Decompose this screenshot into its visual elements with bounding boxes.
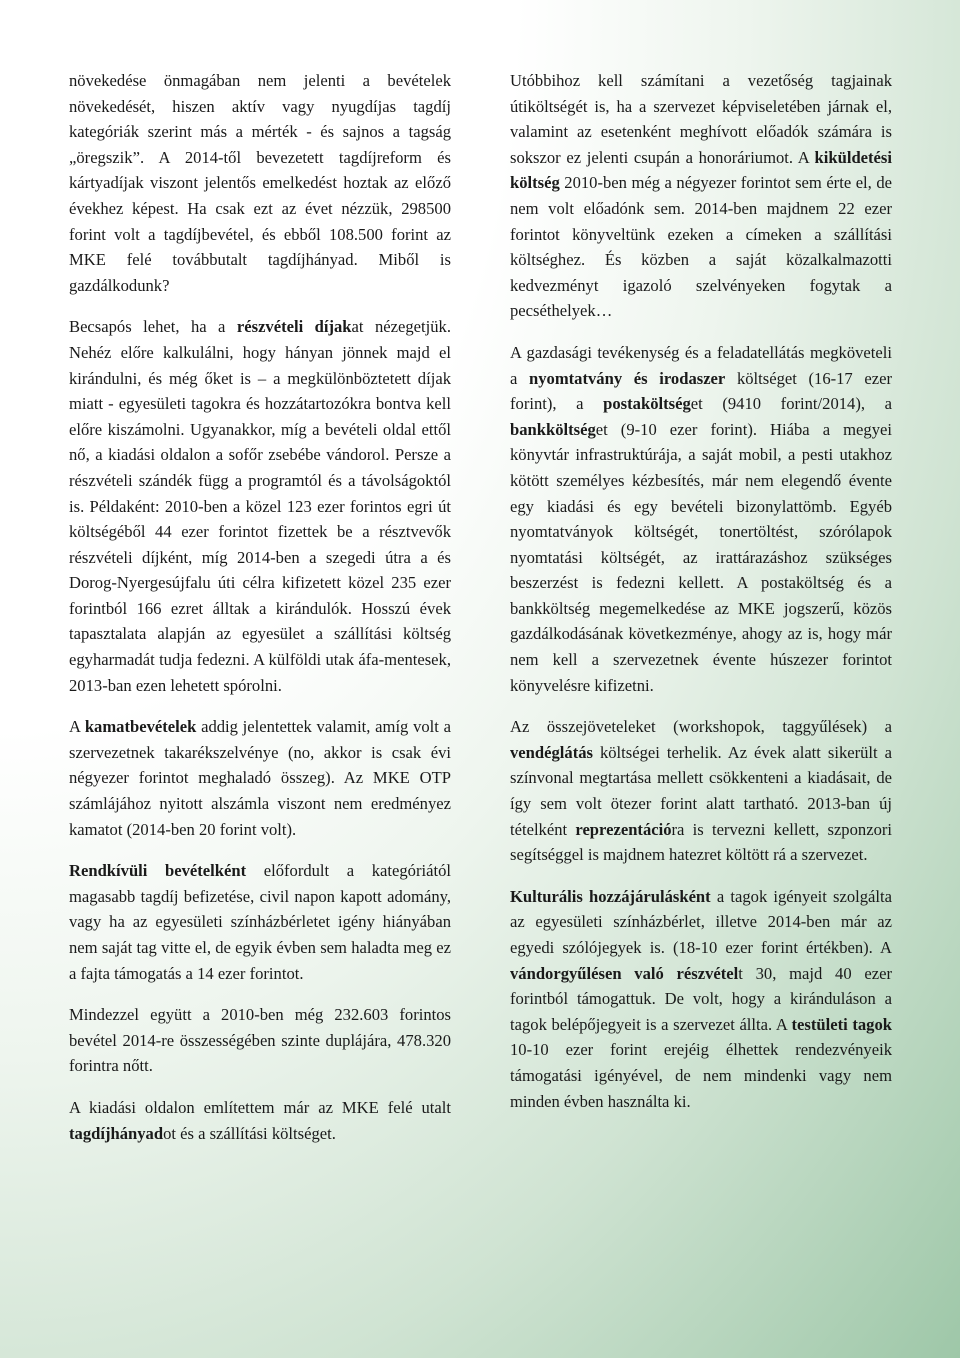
bold-term: reprezentáció: [575, 819, 672, 839]
bold-term: kiküldetési költség: [510, 147, 892, 193]
text-run: növekedése önmagában nem jelenti a bevételek növekedését, hiszen aktív vagy nyugdíjas tagdíj kategóriák szerint más a mérték - és sajnos a tagság „öregszik”. A 2014-től bevezetett tagdíjreform és kártyadíjak viszont jelentős emelkedést hoztak az előző évekhez képest. Ha csak ezt az évet nézzük, 298500 forint volt a tagdíjbevétel, és ebből 108.500 forint az MKE felé továbbutalt tagdíjhányad. Miből is gazdálkodunk?: [69, 71, 451, 295]
text-run: A gazdasági tevékenység és a feladatellátás megköveteli a: [510, 342, 892, 388]
paragraph: [69, 714, 451, 842]
bold-term: tagdíjhányad: [69, 1123, 164, 1143]
text-run: Mindezzel együtt a 2010-ben még 232.603 forintos bevétel 2014-re összességében szinte duplájára, 478.320 forintra nőtt.: [69, 1005, 451, 1076]
bold-term: postaköltség: [603, 394, 691, 414]
text-run: költséget (16-17 ezer forint), a: [510, 368, 892, 414]
text-run: t 30, majd 40 ezer forintból támogattuk. De volt, hogy a kiránduláson a tagok belépőjegyeit is a szervezet állta. A: [510, 963, 893, 1034]
paragraph: [69, 68, 451, 298]
paragraph: [510, 68, 892, 324]
text-run: at nézegetjük. Nehéz előre kalkulálni, hogy hányan jönnek majd el kirándulni, és még őket is – a megkülönböztetett díjak miatt - egyesületi tagokra és hozzátartozókra bontva kell előre kiszámolni. Ugyanakkor, míg a bevételi oldal ettől nő, a kiadási oldalon a sofőr zsebébe vándorol. Persze a részvételi szándék függ a programtól és a távolságoktól is. Példaként: 2010-ben a közel 123 ezer forintos egri út költségéből 44 ezer forintot fizettek be a résztvevők részvételi díjként, míg 2014-ben a szegedi útra a és Dorog-Nyergesújfalu úti célra kifizetett közel 235 ezer forintból 166 ezret álltak a kirándulók. Hosszú évek tapasztalata alapján az egyesület a szállítási költség egyharmadát tudja fedezni. A külföldi utak áfa-mentesek, 2013-ban ezen lehetett spórolni.: [69, 317, 451, 695]
paragraph: [510, 884, 892, 1114]
text-run: addig jelentettek valamit, amíg volt a szervezetnek takarékszelvénye (no, akkor is csak évi négyezer forintot meghaladó összeg). Az MKE OTP számlájához nyitott alszámla viszont nem eredményez kamatot (2014-ben 20 forint volt).: [69, 717, 452, 839]
bold-term: részvételi díjak: [236, 317, 352, 337]
bold-term: nyomtatvány és irodaszer: [529, 368, 726, 388]
left-column: [69, 68, 451, 1146]
bold-term: Rendkívüli bevételként: [69, 861, 247, 881]
paragraph: [510, 714, 892, 868]
bold-term: bankköltség: [510, 419, 596, 439]
text-run: et (9-10 ezer forint). Hiába a megyei könyvtár infrastruktúrája, a saját mobil, a pesti utakhoz kötött személyes kézbesítés, már nem elegendő évente egy kiadási és egy bevételi bizonylattömb. Egyéb nyomtatványok költségét, tonertöltést, szórólapok nyomtatási költségét, az irattárazáshoz szükséges beszerzést is fedezni kellett. A postaköltség és a bankköltség megemelkedése az MKE jogszerű, közös gazdálkodásának következménye, ahogy az is, hogy már nem kell a szervezetnek évente húszezer forintot könyvelésre kifizetni.: [510, 419, 892, 695]
paragraph: [69, 314, 451, 698]
bold-term: vándorgyűlésen való részvétel: [510, 963, 739, 983]
text-run: ra is tervezni kellett, szponzori segítséggel is majdnem hatezret költött rá a szervezet.: [510, 819, 892, 865]
text-run: ot és a szállítási költséget.: [163, 1123, 336, 1143]
text-run: Az összejöveteleket (workshopok, taggyűlések) a: [510, 717, 892, 737]
text-run: et (9410 forint/2014), a: [690, 394, 893, 414]
bold-term: vendéglátás: [510, 742, 593, 762]
text-run: a tagok igényeit szolgálta az egyesületi színházbérlet, illetve 2014-ben már az egyedi szólójegyek is. (18-10 ezer forint értékben). A: [510, 886, 892, 957]
text-run: Becsapós lehet, ha a: [69, 317, 237, 337]
bold-term: Kulturális hozzájárulásként: [510, 886, 711, 906]
paragraph: [69, 858, 451, 986]
paragraph: [69, 1002, 451, 1079]
text-run: A kiadási oldalon említettem már az MKE felé utalt: [69, 1097, 451, 1117]
right-column: [510, 68, 892, 1114]
bold-term: kamatbevételek: [84, 717, 197, 737]
text-run: 2010-ben még a négyezer forintot sem érte el, de nem volt előadónk sem. 2014-ben majdnem 22 ezer forintot könyveltünk ezeken a címeken a szállítási költséghez. És közben a saját közalkalmazotti kedvezményt igazoló szelvényeken fogytak a pecséthelyek…: [510, 173, 892, 321]
text-run: Utóbbihoz kell számítani a vezetőség tagjainak útiköltségét is, ha a szervezet képviseletében járnak el, valamint az esetenként meghívott előadók számára is sokszor ez jelenti csupán a honoráriumot. A: [510, 71, 892, 167]
text-run: előfordult a kategóriától magasabb tagdíj befizetése, civil napon kapott adomány, vagy ha az egyesületi színházbérletet igény hiányában nem saját tag vitte el, de egyik évben sem haladta meg ez a fajta támogatás a 14 ezer forintot.: [69, 861, 451, 983]
paragraph: [510, 340, 892, 698]
text-run: költségei terhelik. Az évek alatt sikerült a színvonal megtartása mellett csökkenteni a kiadásait, de így sem volt ötezer forint alatt tartható. 2013-ban új tételként: [510, 742, 892, 839]
text-run: 10-10 ezer forint erejéig élhettek rendezvényeik támogatási igényével, de nem mindenki vagy nem minden évben használta ki.: [510, 1040, 892, 1111]
paragraph: [69, 1095, 451, 1146]
text-run: A: [69, 717, 85, 737]
bold-term: testületi tagok: [791, 1014, 892, 1034]
